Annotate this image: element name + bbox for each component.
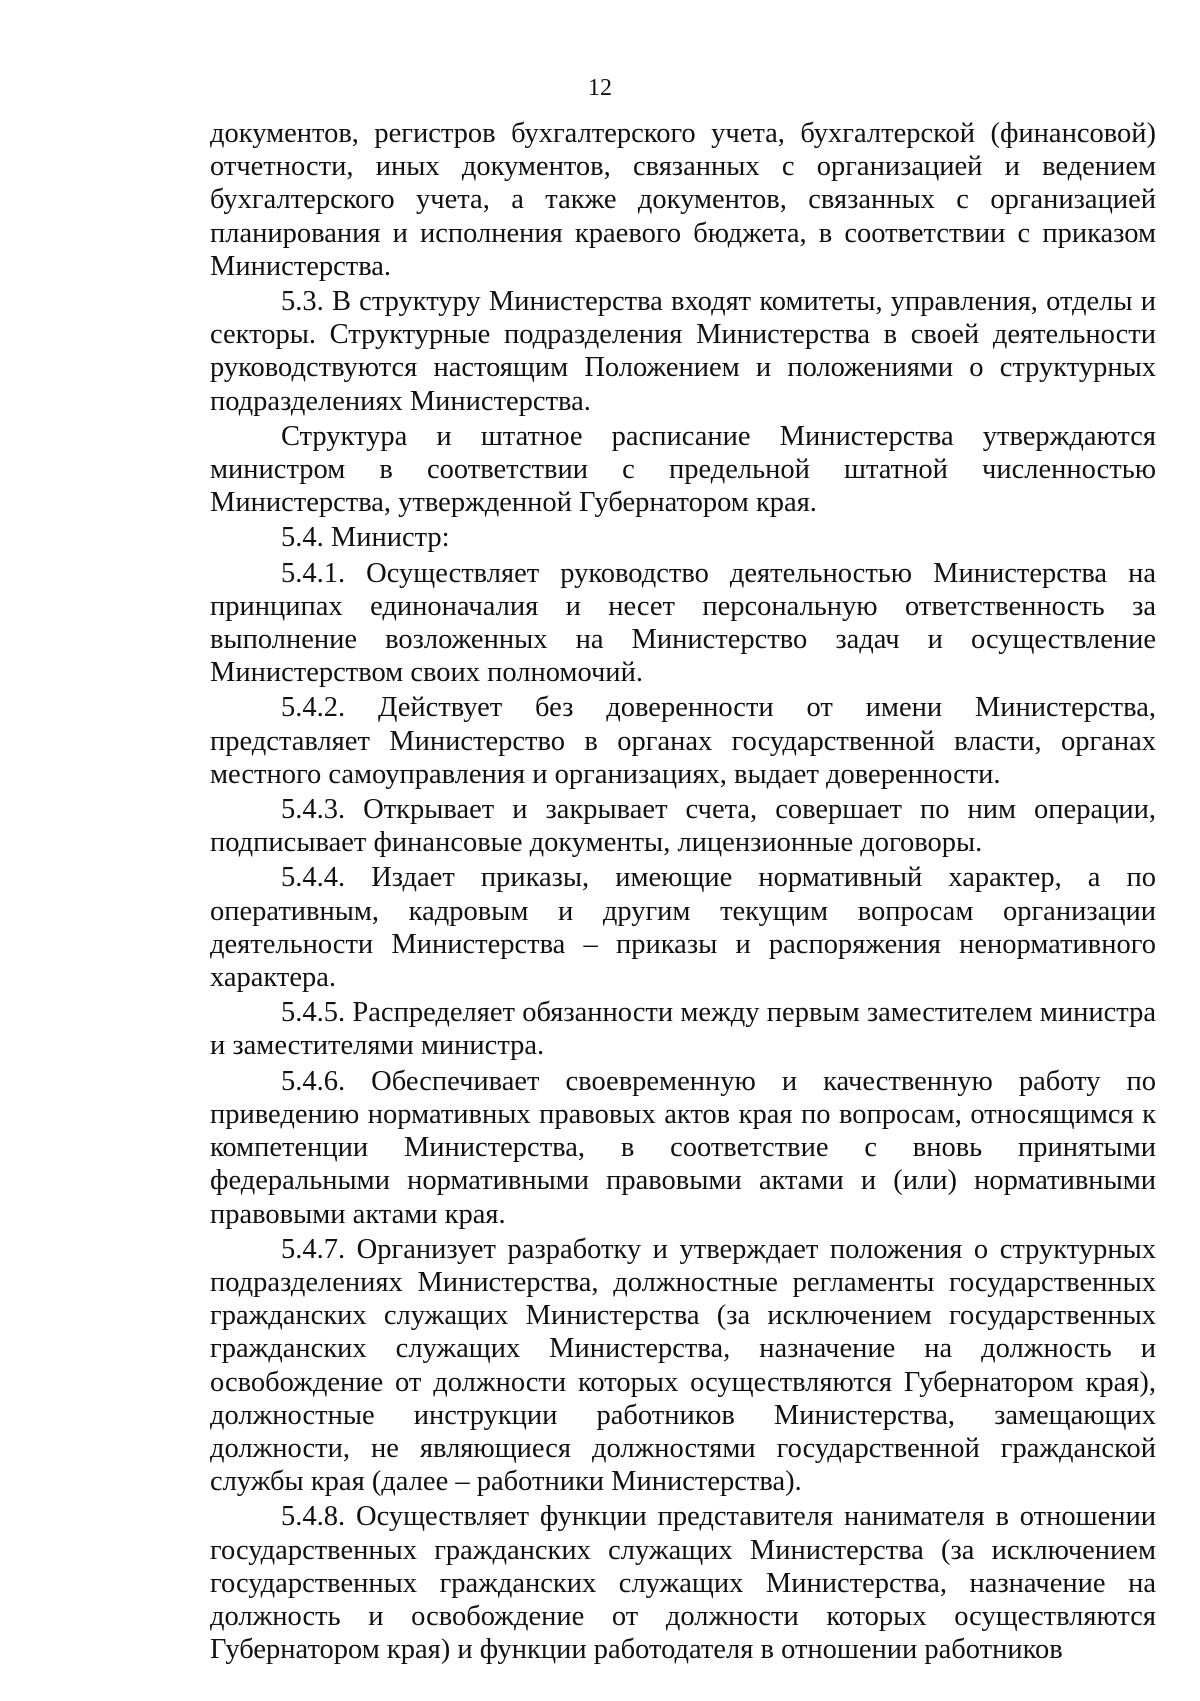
page-number: 12	[588, 75, 612, 101]
document-body	[210, 117, 1156, 1666]
paragraph-5-4-6: 5.4.6. Обеспечивает своевременную и качественную работу по приведению нормативных правовых актов края по вопросам, относящимся к компетенции Министерства, в соответствие с вновь принятыми федеральными нормативными правовыми актами и (или) нормативными правовыми актами края.	[210, 1065, 1156, 1230]
paragraph-5-4-4: 5.4.4. Издает приказы, имеющие нормативный характер, а по оперативным, кадровым и другим текущим вопросам организации деятельности Министерства – приказы и распоряжения ненормативного характера.	[210, 862, 1156, 994]
paragraph-5-4-8: 5.4.8. Осуществляет функции представителя нанимателя в отношении государственных гражданских служащих Министерства (за исключением государственных гражданских служащих Министерства, назначение на должность и освобождение от должности которых осуществляются Губернатором края) и функции работодателя в отношении работников	[210, 1501, 1156, 1666]
paragraph-5-4-2: 5.4.2. Действует без доверенности от имени Министерства, представляет Министерство в органах государственной власти, органах местного самоуправления и организациях, выдает доверенности.	[210, 692, 1156, 790]
paragraph-5-4-7: 5.4.7. Организует разработку и утверждает положения о структурных подразделениях Министерства, должностные регламенты государственных гражданских служащих Министерства (за исключением государственных гражданских служащих Министерства, назначение на должность и освобождение от должности которых осуществляются Губернатором края), должностные инструкции работников Министерства, замещающих должности, не являющиеся должностями государственной гражданской службы края (далее – работники Министерства).	[210, 1233, 1156, 1498]
paragraph-5-4-5: 5.4.5. Распределяет обязанности между первым заместителем министра и заместителями министра.	[210, 997, 1156, 1062]
paragraph-5-4: 5.4. Министр:	[281, 522, 450, 554]
paragraph-5-4-1: 5.4.1. Осуществляет руководство деятельностью Министерства на принципах единоначалия и несет персональную ответственность за выполнение возложенных на Министерство задач и осуществление Министерством своих полномочий.	[210, 557, 1156, 689]
paragraph-continuation: документов, регистров бухгалтерского учета, бухгалтерской (финансовой) отчетности, иных документов, связанных с организацией и ведением бухгалтерского учета, а также документов, связанных с организацией планирования и исполнения краевого бюджета, в соответствии с приказом Министерства.	[210, 118, 1156, 282]
paragraph-5-3: 5.3. В структуру Министерства входят комитеты, управления, отделы и секторы. Структурные подразделения Министерства в своей деятельности руководствуются настоящим Положением и положениями о структурных подразделениях Министерства.	[210, 286, 1156, 417]
paragraph-5-4-3: 5.4.3. Открывает и закрывает счета, совершает по ним операции, подписывает финансовые документы, лицензионные договоры.	[210, 794, 1156, 859]
paragraph-structure: Структура и штатное расписание Министерства утверждаются министром в соответствии с предельной штатной численностью Министерства, утвержденной Губернатором края.	[210, 420, 1156, 519]
